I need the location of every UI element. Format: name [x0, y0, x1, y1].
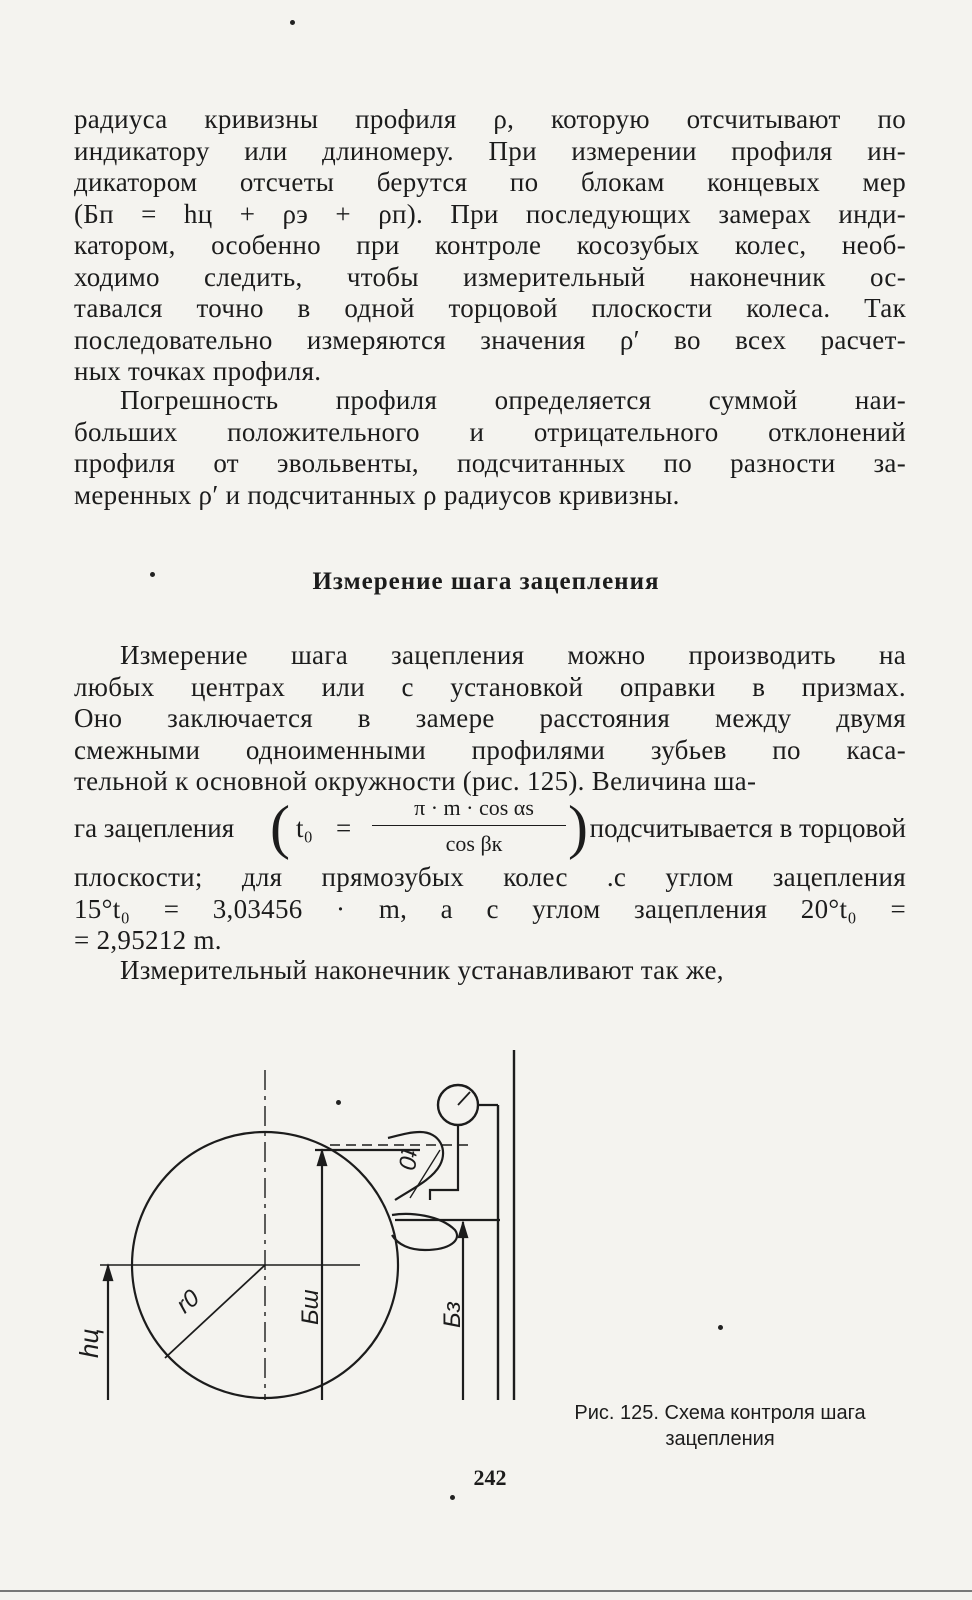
pitch-formula: [74, 795, 906, 867]
text-line: индикатору или длиномеру. При измерении профиля ин-: [74, 135, 906, 166]
formula-fraction-bar: [372, 825, 566, 826]
text-line: ных точках профиля.: [74, 356, 322, 386]
formula-open-paren: (: [270, 794, 290, 860]
scan-edge: [0, 1590, 972, 1592]
formula-trail-text: подсчитывается в торцовой: [589, 813, 906, 843]
formula-close-paren: ): [568, 794, 588, 860]
text-line: последовательно измеряются значения ρ′ во всех расчет-: [74, 324, 906, 355]
paragraph-profile-radius: [74, 104, 906, 388]
paragraph-continuation: [74, 955, 906, 987]
text-line: меренных ρ′ и подсчитанных ρ радиусов кривизны.: [74, 479, 680, 510]
bsh-arrow-top: [318, 1152, 326, 1165]
text-line: смежными одноименными профилями зубьев по каса-: [74, 734, 906, 765]
text-line: Измерение шага зацепления можно производить на: [120, 640, 906, 670]
paragraph-pitch-measurement: [74, 640, 906, 798]
pitch-control-diagram: [0, 1040, 972, 1400]
text-line: тельной к основной окружности (рис. 125). Величина ша-: [74, 766, 757, 796]
formula-denominator: cos βк: [445, 831, 503, 856]
bz-arrow-top: [459, 1224, 467, 1237]
label-r0: r0: [171, 1284, 205, 1319]
text-line: Оно заключается в замере расстояния между двумя: [74, 703, 906, 733]
text-line: = 2,95212 m.: [74, 925, 222, 955]
text-line: дикатором отсчеты берутся по блокам концевых мер: [74, 167, 906, 197]
text-line: больших положительного и отрицательного отклонений: [74, 416, 906, 447]
text-line: любых центрах или с установкой оправки в призмах.: [74, 671, 906, 702]
formula-lead-text: га зацепления: [74, 813, 235, 843]
speck: [290, 20, 295, 25]
text-line: профиля от эвольвенты, подсчитанных по разности за-: [74, 448, 906, 478]
caption-line-2: зацепления: [665, 1428, 775, 1450]
speck: [150, 572, 155, 577]
paragraph-profile-error: [74, 385, 906, 511]
hc-arrow-top: [104, 1267, 112, 1280]
text-line: Погрешность профиля определяется суммой наи-: [120, 385, 906, 415]
formula-equals: =: [336, 813, 352, 843]
radius-line: [165, 1265, 265, 1358]
text-line: радиуса кривизны профиля ρ, которую отсчитывают по: [74, 104, 906, 134]
section-heading: Измерение шага зацепления: [312, 568, 660, 595]
label-bz: Бз: [439, 1301, 466, 1328]
text-line: плоскости; для прямозубых колес .с углом зацепления: [74, 862, 906, 892]
formula-lhs: t₀: [296, 813, 313, 843]
label-hc: hц: [74, 1328, 104, 1358]
speck: [718, 1325, 723, 1330]
label-bsh: Бш: [297, 1289, 324, 1325]
caption-line-1: Рис. 125. Схема контроля шага: [574, 1402, 866, 1424]
formula-numerator: π · m · cos αs: [414, 795, 534, 820]
text-line: 15°t₀ = 3,03456 · m, а с углом зацепления 20°t₀ =: [74, 893, 906, 924]
label-t0: t0: [392, 1146, 423, 1172]
text-line: (Бп = hц + ρэ + ρп). При последующих замерах инди-: [74, 198, 906, 229]
figure-caption: [510, 1400, 930, 1452]
text-line: Измерительный наконечник устанавливают так же,: [120, 955, 724, 985]
dial-needle: [458, 1092, 470, 1105]
text-line: ходимо следить, чтобы измерительный наконечник ос-: [74, 261, 906, 292]
page-number: 242: [473, 1465, 507, 1490]
paragraph-pitch-values: [74, 862, 906, 957]
text-line: катором, особенно при контроле косозубых колес, необ-: [74, 230, 906, 260]
speck: [336, 1100, 341, 1105]
text-line: тавался точно в одной торцовой плоскости колеса. Так: [74, 293, 906, 323]
speck: [450, 1495, 455, 1500]
